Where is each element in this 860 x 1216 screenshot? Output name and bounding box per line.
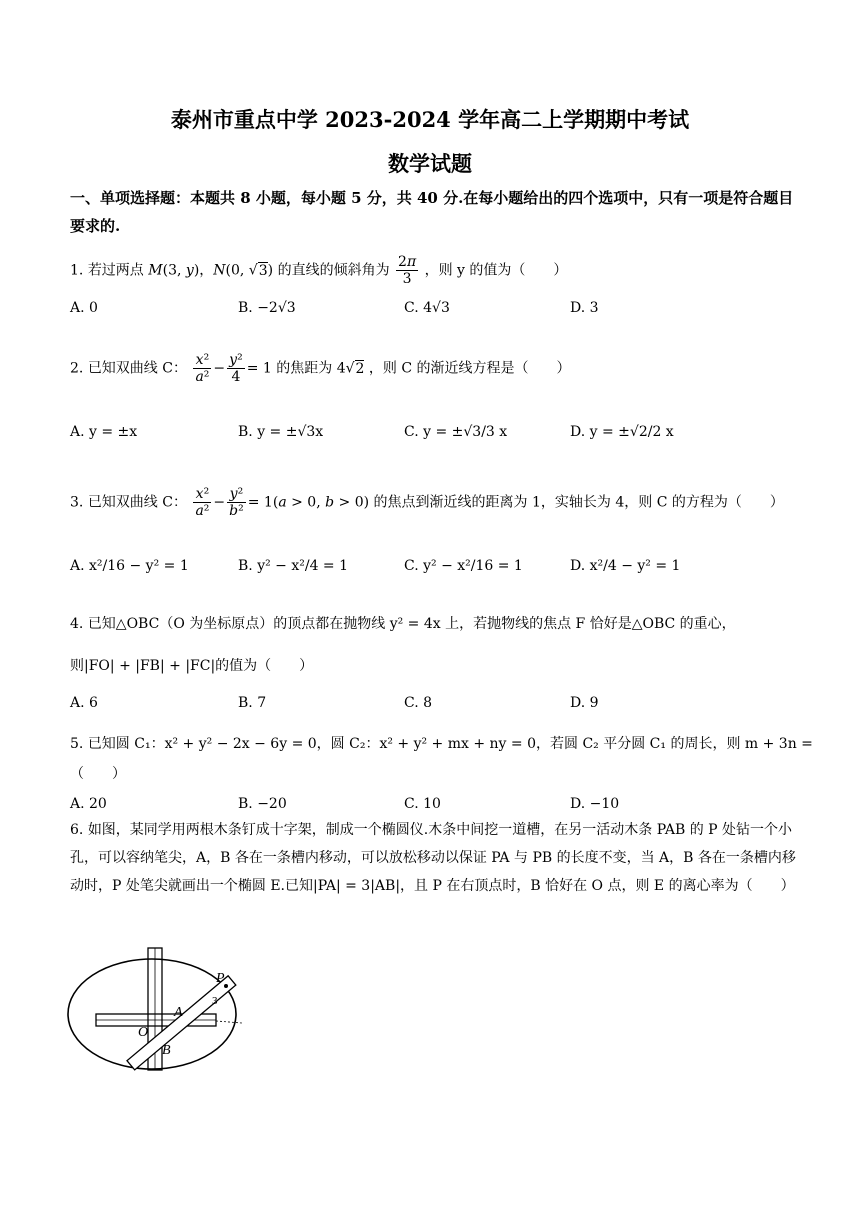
question-text: 如图，某同学用两根木条钉成十字架，制成一个椭圆仪.木条中间挖一道槽，在另一活动木条 PAB 的 P 处钻一个小孔，可以容纳笔尖，A，B 各在一条槽内移动，可以放松移动以保证 PA 与 PB 的长度不变，当 A，B 各在一条槽内移动时，P 处笔尖就画出一个椭圆 E.已知|PA| = 3|AB|，且 P 在右顶点时，B 恰好在 O 点，则 E 的离心率为（ ） bbox=[70, 822, 796, 894]
label-o: O bbox=[138, 1025, 149, 1040]
option-b: B. −2√3 bbox=[238, 300, 296, 316]
question-text: 的直线的倾斜角为 bbox=[277, 262, 390, 279]
question-2: 2. 已知双曲线 C： $\frac{\text{x²}}{\text{a²}}$ − $\frac{\text{y²}}{4}$ = 1 的焦距为 4√2 ，则 C 的渐近线方程是（ ） bbox=[70, 352, 571, 385]
question-1 bbox=[70, 254, 800, 287]
question-number: 3. bbox=[70, 494, 84, 511]
option-a: A. 6 bbox=[70, 695, 98, 711]
option-d: D. 3 bbox=[570, 300, 599, 316]
fraction: $\frac{\text{y²}}{\text{b²}}$ bbox=[229, 486, 244, 519]
option-c: C. y² − x²/16 = 1 bbox=[404, 558, 523, 574]
section-heading: 一、单项选择题：本题共 8 小题，每小题 5 分，共 40 分.在每小题给出的四个选项中，只有一项是符合题目要求的. bbox=[70, 189, 794, 235]
exam-subtitle: 数学试题 bbox=[388, 151, 472, 176]
question-4-line-2: 则|FO| + |FB| + |FC|的值为（ ） bbox=[70, 658, 314, 674]
fraction: $\frac{\text{x²}}{\text{a²}}$ bbox=[195, 486, 210, 519]
question-text: 的焦点到渐近线的距离为 1，实轴长为 4，则 C 的方程为（ ） bbox=[373, 494, 784, 511]
option-d: D. 9 bbox=[570, 695, 599, 711]
exam-title: 泰州市重点中学 2023-2024 学年高二上学期期中考试 bbox=[170, 107, 690, 132]
question-text: 的焦距为 bbox=[276, 360, 333, 377]
question-5 bbox=[70, 734, 813, 754]
option-c: C. 4√3 bbox=[404, 300, 450, 316]
label-b: B bbox=[162, 1043, 171, 1058]
option-b: B. y = ±√3x bbox=[238, 424, 324, 440]
option-a: A. x²/16 − y² = 1 bbox=[70, 558, 189, 574]
question-text: ，则 C 的渐近线方程是（ ） bbox=[368, 360, 571, 377]
option-b: B. 7 bbox=[238, 695, 267, 711]
question-text: 已知双曲线 C： bbox=[87, 494, 187, 511]
question-6 bbox=[70, 816, 800, 900]
fraction: $\frac{2\pi}{3}$ bbox=[398, 254, 417, 287]
ellipse-instrument-figure bbox=[66, 944, 246, 1074]
question-number: 6. bbox=[70, 822, 84, 838]
question-text: 若过两点 bbox=[87, 262, 144, 279]
option-b: B. −20 bbox=[238, 796, 287, 812]
fraction: $\frac{\text{x²}}{\text{a²}}$ bbox=[195, 352, 210, 385]
question-text: 已知双曲线 C： bbox=[87, 360, 187, 377]
question-number: 1. bbox=[70, 262, 84, 279]
question-5-line-2: （ ） bbox=[70, 766, 126, 782]
fraction: $\frac{\text{y²}}{4}$ bbox=[229, 352, 243, 385]
question-3: 3. 已知双曲线 C： $\frac{\text{x²}}{\text{a²}}$ − $\frac{\text{y²}}{\text{b²}}$ = 1(a > 0, b > 0) 的焦点到渐近线的距离为 1，实轴长为 4，则 C 的方程为（ ） bbox=[70, 486, 784, 519]
option-d: D. −10 bbox=[570, 796, 620, 812]
question-text: 已知圆 C₁：x² + y² − 2x − 6y = 0，圆 C₂：x² + y² + mx + ny = 0，若圆 C₂ 平分圆 C₁ 的周长，则 m + 3n = bbox=[87, 736, 813, 752]
option-c: C. y = ±√3/3 x bbox=[404, 424, 508, 440]
question-text: 已知△OBC（O 为坐标原点）的顶点都在抛物线 y² = 4x 上，若抛物线的焦点 F 恰好是△OBC 的重心， bbox=[87, 616, 736, 632]
question-4 bbox=[70, 614, 800, 634]
option-c: C. 10 bbox=[404, 796, 441, 812]
options-2 bbox=[70, 422, 800, 452]
option-a: A. 20 bbox=[70, 796, 107, 812]
question-text: ，则 y 的值为（ ） bbox=[424, 262, 568, 279]
question-number: 5. bbox=[70, 736, 84, 752]
label-p: P bbox=[216, 971, 225, 986]
formula: 4√2 bbox=[336, 360, 365, 377]
option-d: D. y = ±√2/2 x bbox=[570, 424, 674, 440]
point-p-marker bbox=[224, 984, 228, 988]
options-3 bbox=[70, 556, 800, 586]
option-c: C. 8 bbox=[404, 695, 433, 711]
question-number: 2. bbox=[70, 360, 84, 377]
formula: M(3, y)，N(0, √3) bbox=[148, 262, 274, 279]
label-3: 3 bbox=[212, 995, 218, 1007]
dashed-axis bbox=[216, 1021, 242, 1023]
option-b: B. y² − x²/4 = 1 bbox=[238, 558, 349, 574]
movable-bar-pab bbox=[127, 976, 236, 1070]
question-number: 4. bbox=[70, 616, 84, 632]
option-d: D. x²/4 − y² = 1 bbox=[570, 558, 681, 574]
option-a: A. 0 bbox=[70, 300, 98, 316]
options-4 bbox=[70, 693, 800, 723]
label-a: A bbox=[174, 1005, 183, 1020]
option-a: A. y = ±x bbox=[70, 424, 138, 440]
options-1 bbox=[70, 298, 800, 328]
